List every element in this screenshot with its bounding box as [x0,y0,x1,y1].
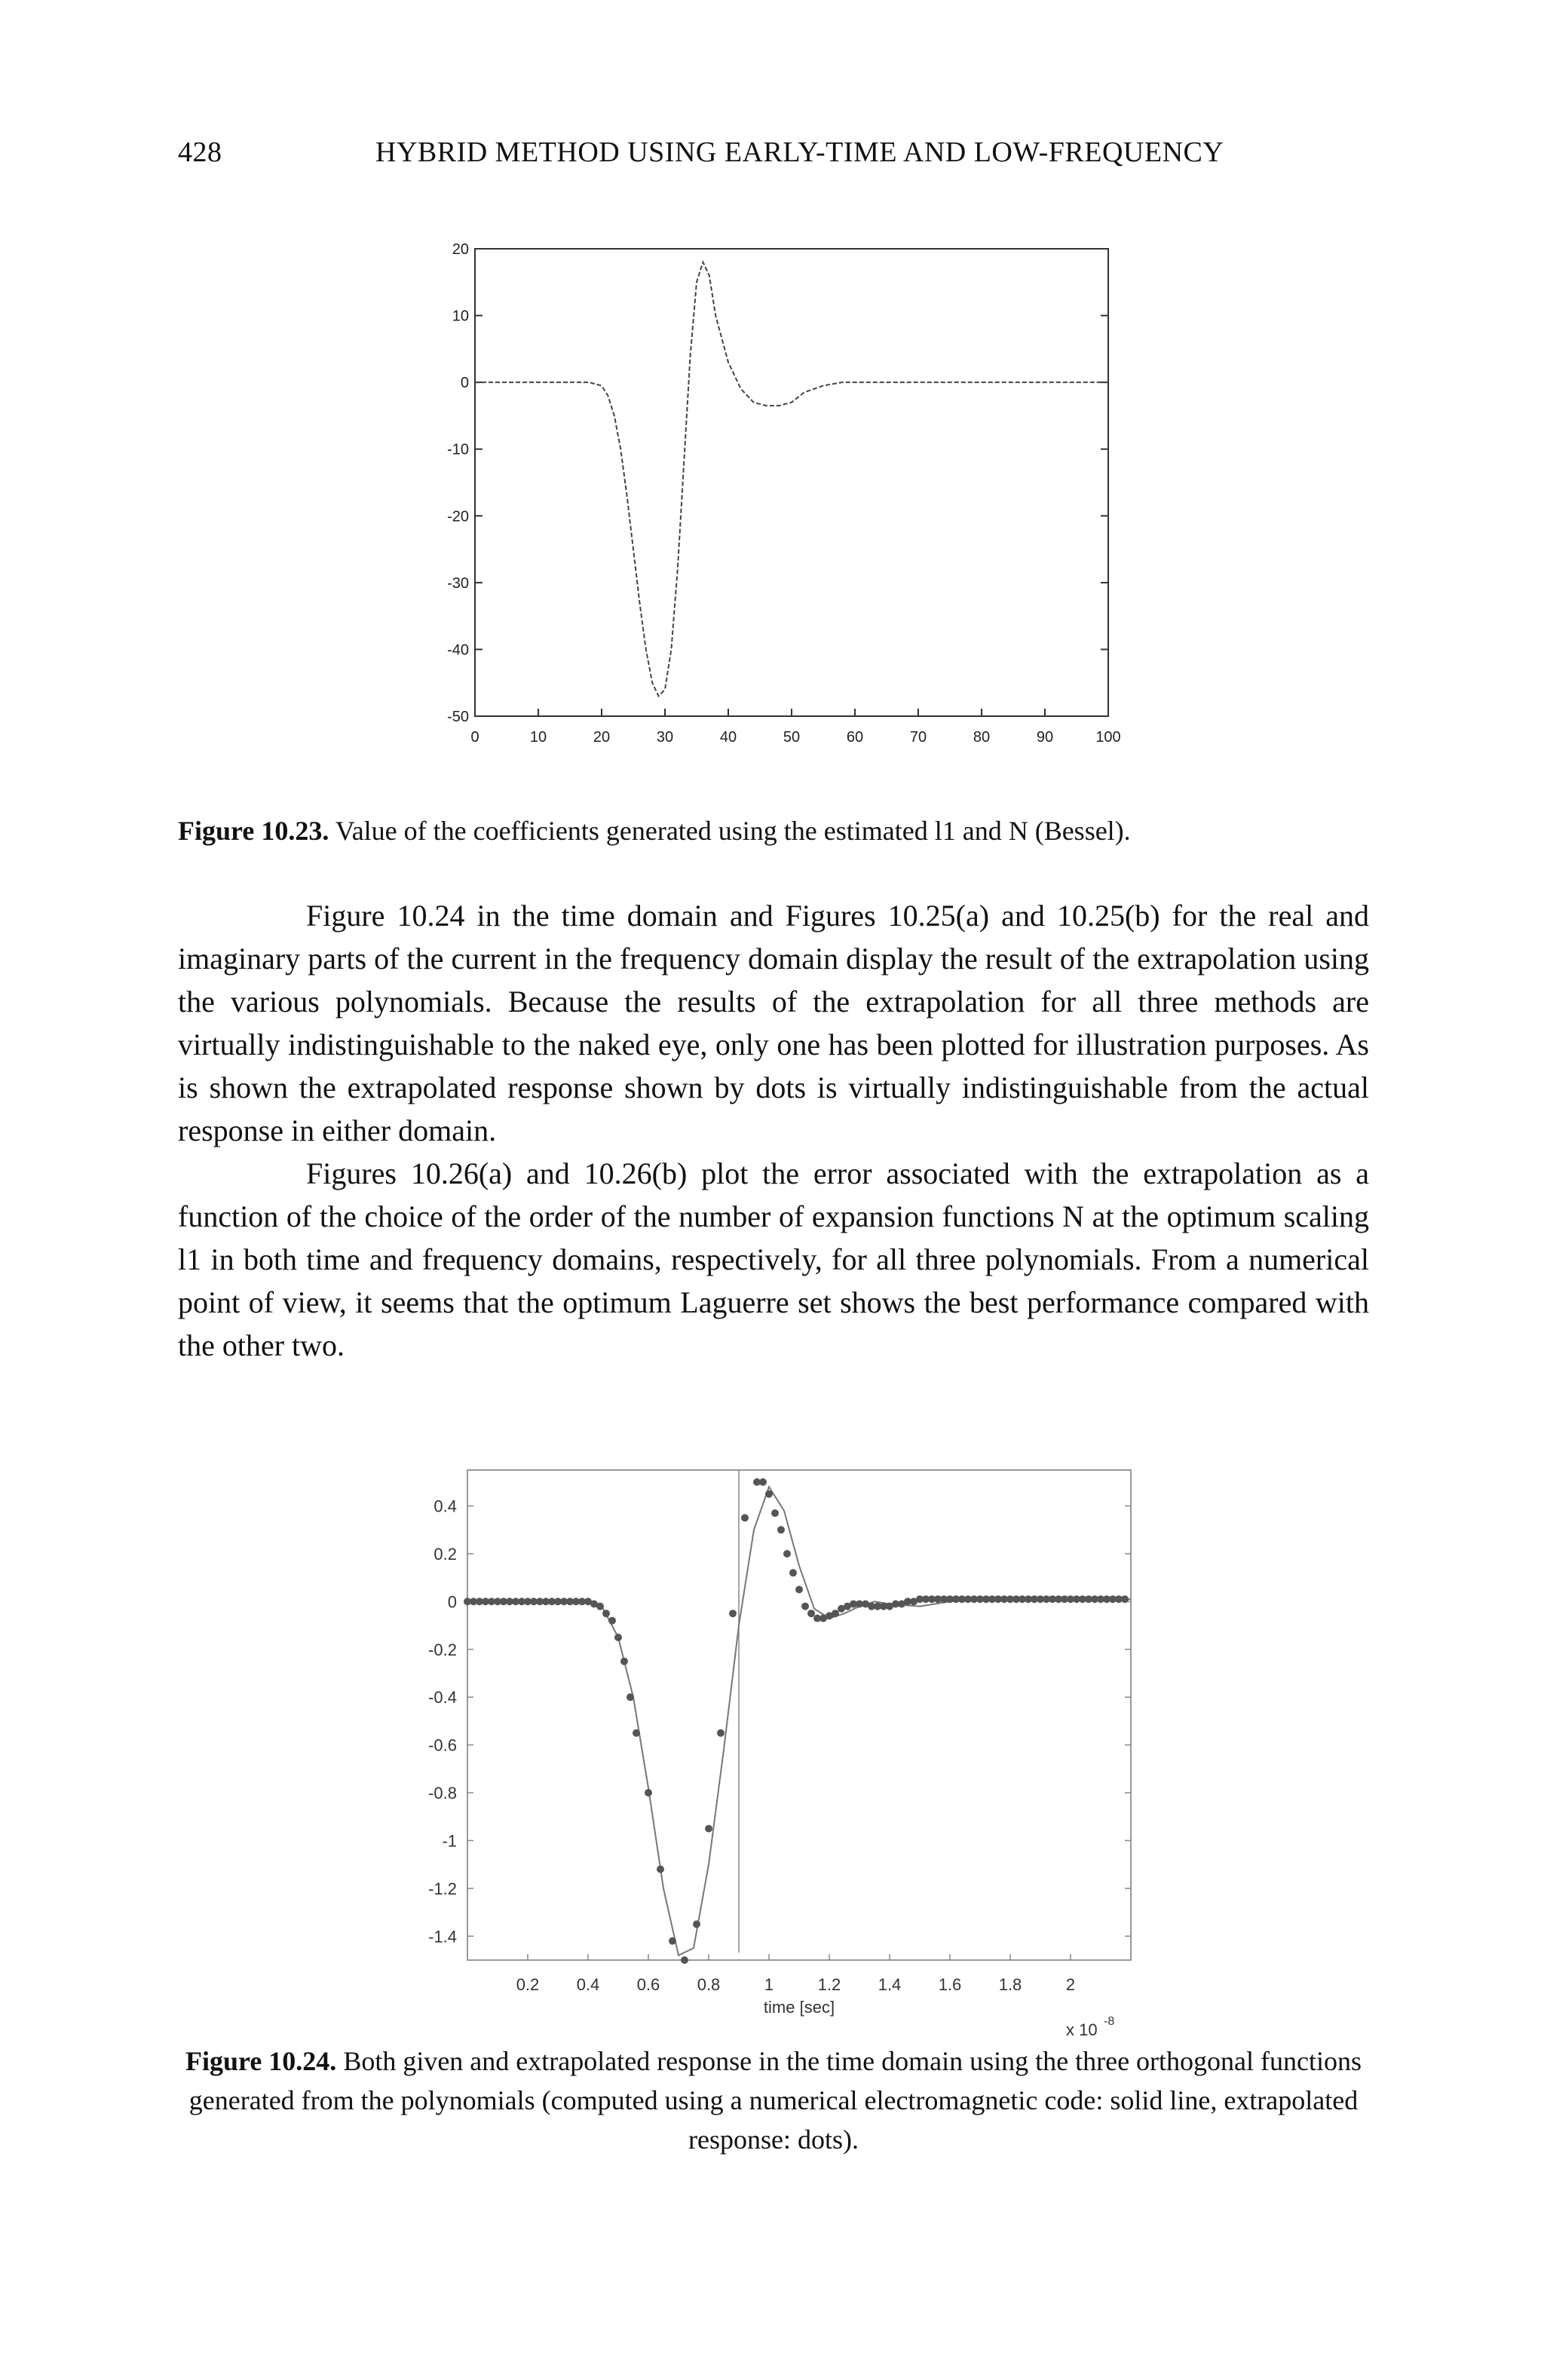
x-tick-label: 0.6 [636,1975,660,1994]
x-tick-label: 0 [470,729,479,746]
y-tick-label: -1.2 [428,1879,457,1898]
extrapolated-point [681,1956,688,1964]
figure-10-23-caption [178,811,1369,850]
extrapolated-point [693,1920,700,1928]
y-tick-label: -0.8 [428,1784,457,1803]
y-tick-label: 0.2 [433,1544,457,1564]
paragraph-1: Figure 10.24 in the time domain and Figures 10.25(a) and 10.25(b) for the real and imaginary parts of the current in the frequency domain display the result of the extrapolation using the various polynomials. Because the results of the extrapolation for all three methods are virtually indistinguishable to the naked eye, only one has been plotted for illustration purposes. As is shown the extrapolated response shown by dots is virtually indistinguishable from the actual response in either domain. [178,899,1369,1147]
x-tick-label: 80 [973,729,991,746]
extrapolated-point [608,1617,616,1625]
extrapolated-point [783,1550,791,1558]
caption-label: Figure 10.23. [178,816,329,846]
y-tick-label: 10 [452,308,469,325]
x-tick-label: 1.8 [998,1975,1022,1994]
series-line [475,262,1108,697]
y-tick-label: -40 [447,642,469,659]
extrapolated-point [795,1586,803,1594]
figure-10-24-caption [178,2042,1369,2159]
page-header [178,136,1369,181]
x-tick-label: 30 [656,729,674,746]
body-text [178,894,1369,1367]
extrapolated-point [741,1514,749,1521]
x-tick-label: 2 [1065,1975,1076,1994]
extrapolated-point [633,1729,640,1737]
running-head: HYBRID METHOD USING EARLY-TIME AND LOW-FREQUENCY [375,136,1224,168]
extrapolated-point [789,1569,797,1576]
x-tick-label: 0.8 [697,1975,721,1994]
extrapolated-point [620,1658,628,1665]
caption-text: Value of the coefficients generated using the estimated l1 and N (Bessel). [335,816,1131,846]
extrapolated-point [657,1866,664,1873]
series-given-line [467,1487,1131,1956]
extrapolated-point [832,1610,839,1617]
extrapolated-point [614,1634,622,1641]
x-tick-label: 10 [529,729,547,746]
y-tick-label: 20 [452,241,469,258]
plot-frame [467,1470,1131,1960]
extrapolated-point [759,1478,767,1486]
y-tick-label: -0.4 [428,1688,457,1708]
page-number: 428 [178,136,222,168]
x-axis-multiplier-exponent: -8 [1104,2015,1115,2028]
extrapolated-point [717,1729,725,1737]
extrapolated-point [777,1526,785,1533]
extrapolated-point [801,1603,809,1610]
x-tick-label: 1 [764,1975,774,1994]
x-tick-label: 20 [593,729,611,746]
extrapolated-point [602,1610,610,1617]
caption-label: Figure 10.24. [185,2046,337,2076]
y-tick-label: 0 [460,375,469,392]
x-tick-label: 90 [1036,729,1054,746]
x-tick-label: 50 [783,729,801,746]
extrapolated-point [771,1509,779,1517]
y-tick-label: -0.2 [428,1640,457,1659]
y-tick-label: -30 [447,574,469,592]
x-tick-label: 1.6 [938,1975,962,1994]
extrapolated-point [729,1610,737,1617]
y-tick-label: -20 [447,508,469,525]
figure-10-23-chart [422,226,1161,784]
figure-10-24-chart [392,1455,1191,2043]
y-tick-label: -1.4 [428,1927,457,1947]
extrapolated-point [807,1610,815,1617]
y-tick-label: 0 [447,1592,457,1612]
x-tick-label: 100 [1095,729,1121,746]
extrapolated-point [669,1937,676,1945]
extrapolated-point [705,1825,712,1833]
x-tick-label: 60 [846,729,864,746]
x-axis-label: time [sec] [763,1998,835,2017]
x-tick-label: 40 [719,729,737,746]
x-tick-label: 0.4 [576,1975,600,1994]
x-tick-label: 1.2 [817,1975,841,1994]
extrapolated-point [1121,1595,1129,1603]
extrapolated-point [765,1490,773,1498]
extrapolated-point [596,1603,604,1610]
x-tick-label: 70 [909,729,927,746]
y-tick-label: 0.4 [433,1496,457,1516]
y-tick-label: -0.6 [428,1735,457,1755]
plot-frame [475,249,1108,716]
paragraph-2: Figures 10.26(a) and 10.26(b) plot the error associated with the extrapolation as a function of the choice of the order of the number of expansion functions N at the optimum scaling l1 in both time and frequency domains, respectively, for all three polynomials. From a numerical point of view, it seems that the optimum Laguerre set shows the best performance compared with the other two. [178,1156,1369,1362]
y-tick-label: -50 [447,709,469,725]
x-axis-multiplier: x 10 [1066,2020,1098,2039]
extrapolated-point [626,1693,634,1701]
y-tick-label: -1 [442,1831,457,1851]
x-tick-label: 0.2 [516,1975,540,1994]
caption-text: Both given and extrapolated response in the time domain using the three orthogonal functions generated from the polynomials (computed using a numerical electromagnetic code: solid line, extrapolated response: dots). [188,2046,1362,2155]
extrapolated-point [645,1789,652,1796]
x-tick-label: 1.4 [878,1975,902,1994]
y-tick-label: -10 [447,441,469,458]
